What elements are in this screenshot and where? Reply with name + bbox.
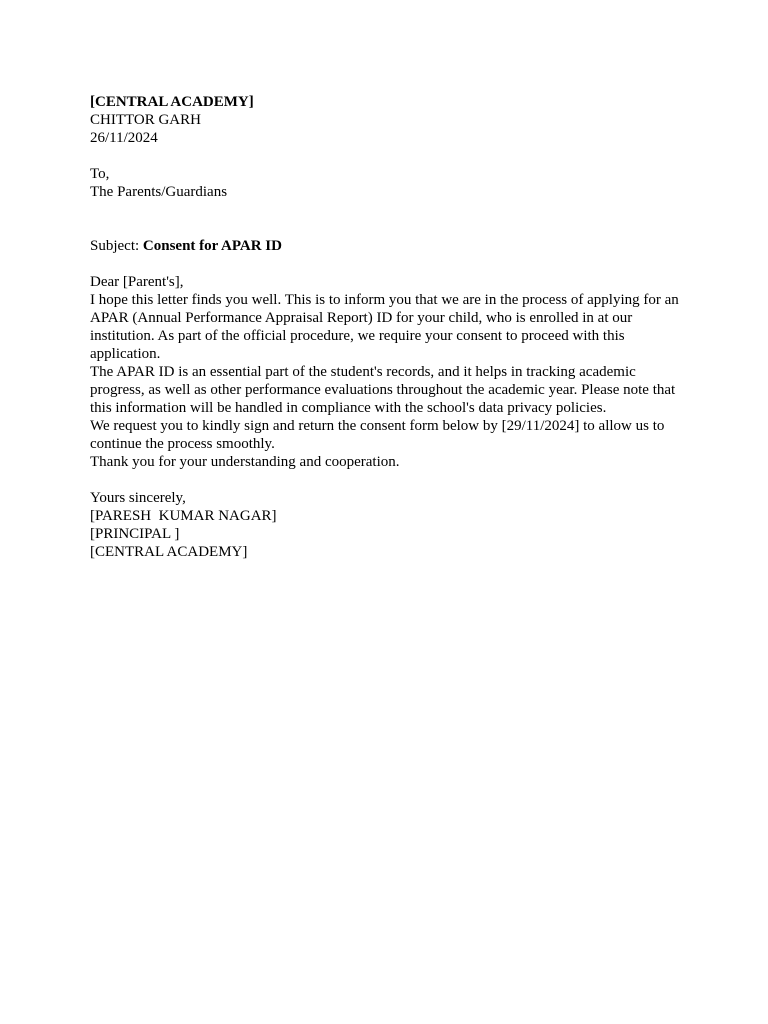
signatory-name: [PARESH KUMAR NAGAR] [90,508,277,524]
body-paragraph-1: I hope this letter finds you well. This is to inform you that we are in the process of applying for an APAR (Annual Performance Appraisal Report) ID for your child, who is enrolled in at our institution. As part of the official procedure, we require your consent to proceed with this application. [90,292,679,362]
recipient-to: To, [90,166,110,182]
subject-label: Subject: [90,238,143,254]
body-paragraph-2: The APAR ID is an essential part of the student's records, and it helps in tracking academic progress, as well as other performance evaluations throughout the academic year. Please note that this information will be handled in compliance with the school's data privacy policies. [90,364,676,416]
subject-line [90,237,690,255]
subject-text: Consent for APAR ID [142,238,282,254]
signatory-institution: [CENTRAL ACADEMY] [90,544,248,560]
letter-page [90,93,690,561]
valediction: Yours sincerely, [90,490,186,506]
salutation: Dear [Parent's], [90,274,184,290]
letter-date: 26/11/2024 [90,130,158,146]
location-line: CHITTOR GARH [90,112,201,128]
recipient-addressee: The Parents/Guardians [90,184,228,200]
school-name-heading: [CENTRAL ACADEMY] [90,94,254,110]
body-paragraph-4: Thank you for your understanding and cooperation. [90,454,400,470]
body-paragraph-3: We request you to kindly sign and return the consent form below by [29/11/2024] to allow us to continue the process smoothly. [90,418,665,452]
signatory-designation: [PRINCIPAL ] [90,526,180,542]
